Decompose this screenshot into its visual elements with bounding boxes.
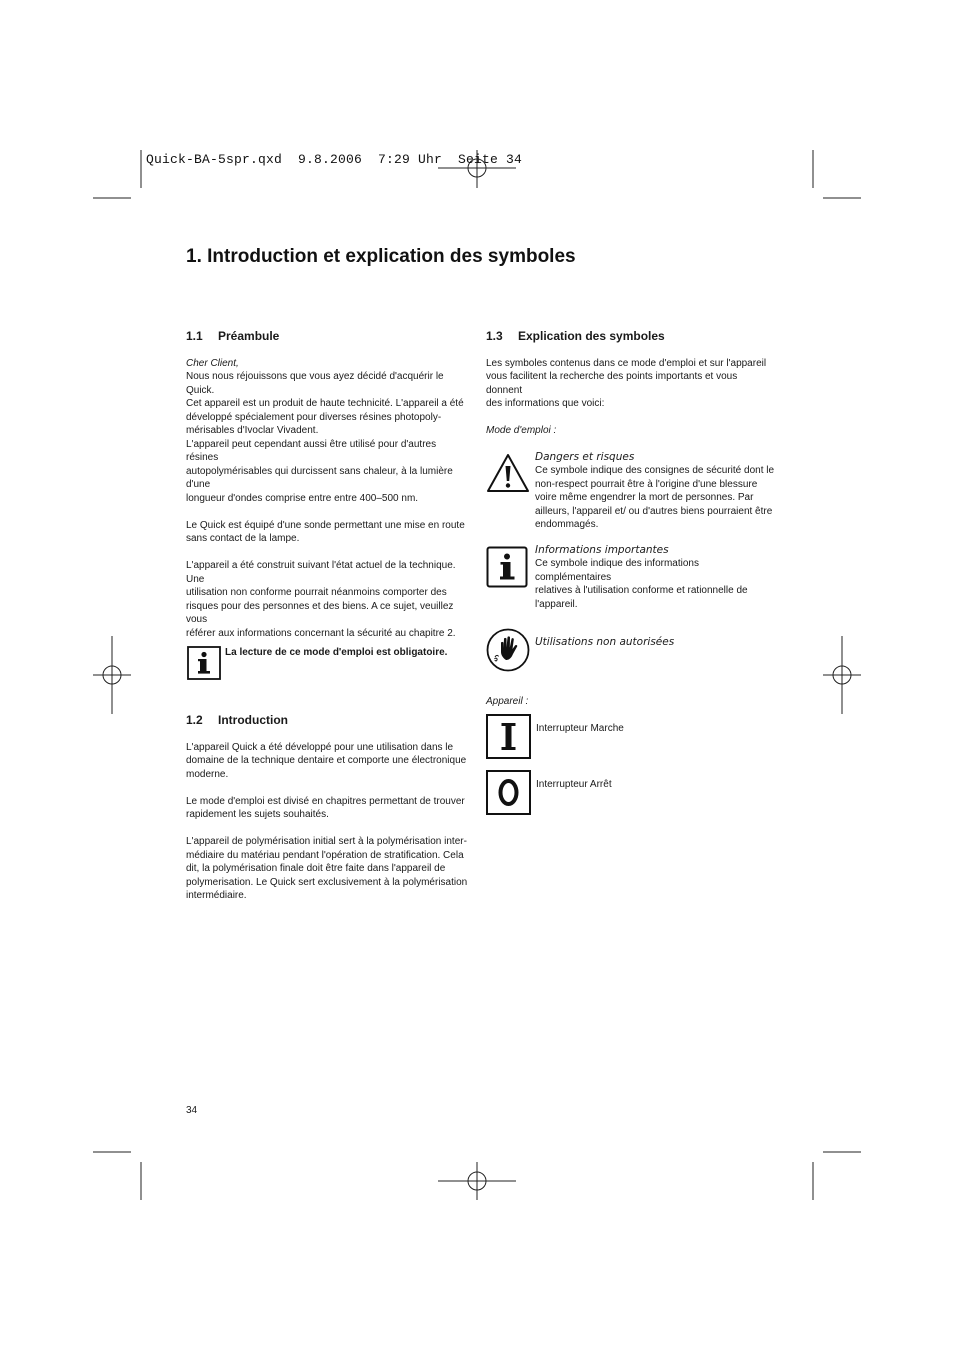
section-title: Explication des symboles (518, 329, 665, 343)
introduction-paragraph-3 (186, 835, 471, 903)
text-line: Ce symbole indique des consignes de sécurité dont le (535, 465, 775, 476)
stop-hand-icon (486, 628, 530, 672)
text-line: L'appareil a été construit suivant l'état actuel de la technique. Une (186, 560, 456, 585)
text-line: Le Quick est équipé d'une sonde permettant une mise en route (186, 519, 465, 531)
section-number: 1.1 (186, 329, 203, 343)
note-text: La lecture de ce mode d'emploi est obligatoire. (225, 647, 448, 658)
mandatory-reading-note (186, 646, 471, 680)
text-line: autopolymérisables qui durcissent sans chaleur, à la lumière d'une (186, 465, 453, 490)
text-line: voire même engendrer la mort de personnes. Par (535, 492, 754, 503)
unauthorized-symbol-row (486, 628, 776, 672)
introduction-paragraph-2 (186, 795, 471, 822)
print-slug: Quick-BA-5spr.qxd 9.8.2006 7:29 Uhr Seite 34 (146, 152, 523, 167)
danger-title: Dangers et risques (535, 450, 635, 463)
info-symbol-row (486, 544, 776, 612)
switch-on-label: Interrupteur Marche (536, 722, 624, 734)
device-label: Appareil : (486, 696, 529, 707)
switch-off-label: Interrupteur Arrêt (536, 778, 612, 790)
introduction-paragraph-1 (186, 741, 471, 782)
section-title: Introduction (218, 713, 288, 727)
preambule-paragraph-3 (186, 559, 471, 640)
text-line: L'appareil Quick a été développé pour une utilisation dans le (186, 741, 454, 753)
section-number: 1.3 (486, 329, 503, 343)
text-line: Ce symbole indique des informations complémentaires (535, 558, 699, 583)
text-line: sans contact de la lampe. (186, 533, 300, 544)
power-on-icon (486, 714, 531, 759)
text-line: rapidement les sujets souhaités. (186, 809, 329, 820)
text-line: médiaire du matériau pendant l'opération de stratification. Cela (186, 849, 464, 861)
danger-symbol-row (486, 451, 776, 532)
text-line: Les symboles contenus dans ce mode d'emploi et sur l'appareil (486, 357, 767, 369)
salutation: Cher Client, (186, 357, 239, 369)
power-off-icon (486, 770, 531, 815)
text-line: L'appareil peut cependant aussi être utilisé pour d'autres résines (186, 438, 437, 463)
text-line: risques pour des personnes et des biens. A ce sujet, veuillez vous (186, 600, 454, 625)
text-line: vous facilitent la recherche des points importants et vous donnent (486, 371, 738, 396)
left-column (186, 330, 471, 903)
text-line: polymerisation. Le Quick sert exclusivement à la polymérisation (186, 876, 468, 888)
info-title: Informations importantes (535, 543, 669, 556)
text-line: non-respect pourrait être à l'origine d'une blessure (535, 478, 758, 490)
switch-off-row (486, 770, 776, 815)
section-heading-symbols (486, 330, 776, 344)
text-line: domaine de la technique dentaire et comporte une électronique (186, 755, 467, 766)
text-line: Le mode d'emploi est divisé en chapitres permettant de trouver (186, 795, 465, 807)
section-heading-preambule (186, 330, 471, 344)
text-line: développé spécialement pour diverses résines photopoly- (186, 411, 442, 423)
preambule-paragraph-2 (186, 519, 471, 546)
text-line: endommagés. (535, 519, 599, 530)
symbols-intro (486, 357, 776, 411)
text-line: relatives à l'utilisation conforme et rationnelle de (535, 585, 748, 596)
text-line: mérisables d'Ivoclar Vivadent. (186, 425, 319, 436)
text-line: Cet appareil est un produit de haute technicité. L'appareil a été (186, 398, 464, 409)
text-line: référer aux informations concernant la sécurité au chapitre 2. (186, 627, 456, 639)
page-number: 34 (186, 1105, 198, 1116)
warning-icon (486, 452, 530, 496)
switch-on-row (486, 714, 776, 759)
right-column (486, 330, 776, 815)
text-line: dit, la polymérisation finale doit être faite dans l'appareil de (186, 863, 446, 874)
text-line: longueur d'ondes comprise entre entre 400–500 nm. (186, 492, 419, 504)
section-number: 1.2 (186, 713, 203, 727)
text-line: ailleurs, l'appareil et/ ou d'autres biens pourraient être (535, 505, 773, 517)
text-line: intermédiaire. (186, 890, 247, 901)
section-heading-introduction (186, 714, 471, 728)
text-line: utilisation non conforme pourrait néanmoins comporter des (186, 587, 447, 598)
text-line: des informations que voici: (486, 398, 605, 409)
text-line: moderne. (186, 768, 229, 780)
preambule-paragraph-1 (186, 370, 471, 505)
info-icon (486, 546, 528, 588)
text-line: L'appareil de polymérisation initial sert à la polymérisation inter- (186, 836, 467, 847)
unauthorized-title: Utilisations non autorisées (535, 636, 675, 648)
text-line: Nous nous réjouissons que vous ayez décidé d'acquérir le Quick. (186, 371, 444, 396)
text-line: l'appareil. (535, 598, 578, 610)
info-icon (187, 646, 221, 680)
mode-label: Mode d'emploi : (486, 425, 557, 436)
page-title: 1. Introduction et explication des symboles (186, 246, 576, 267)
section-title: Préambule (218, 329, 280, 343)
